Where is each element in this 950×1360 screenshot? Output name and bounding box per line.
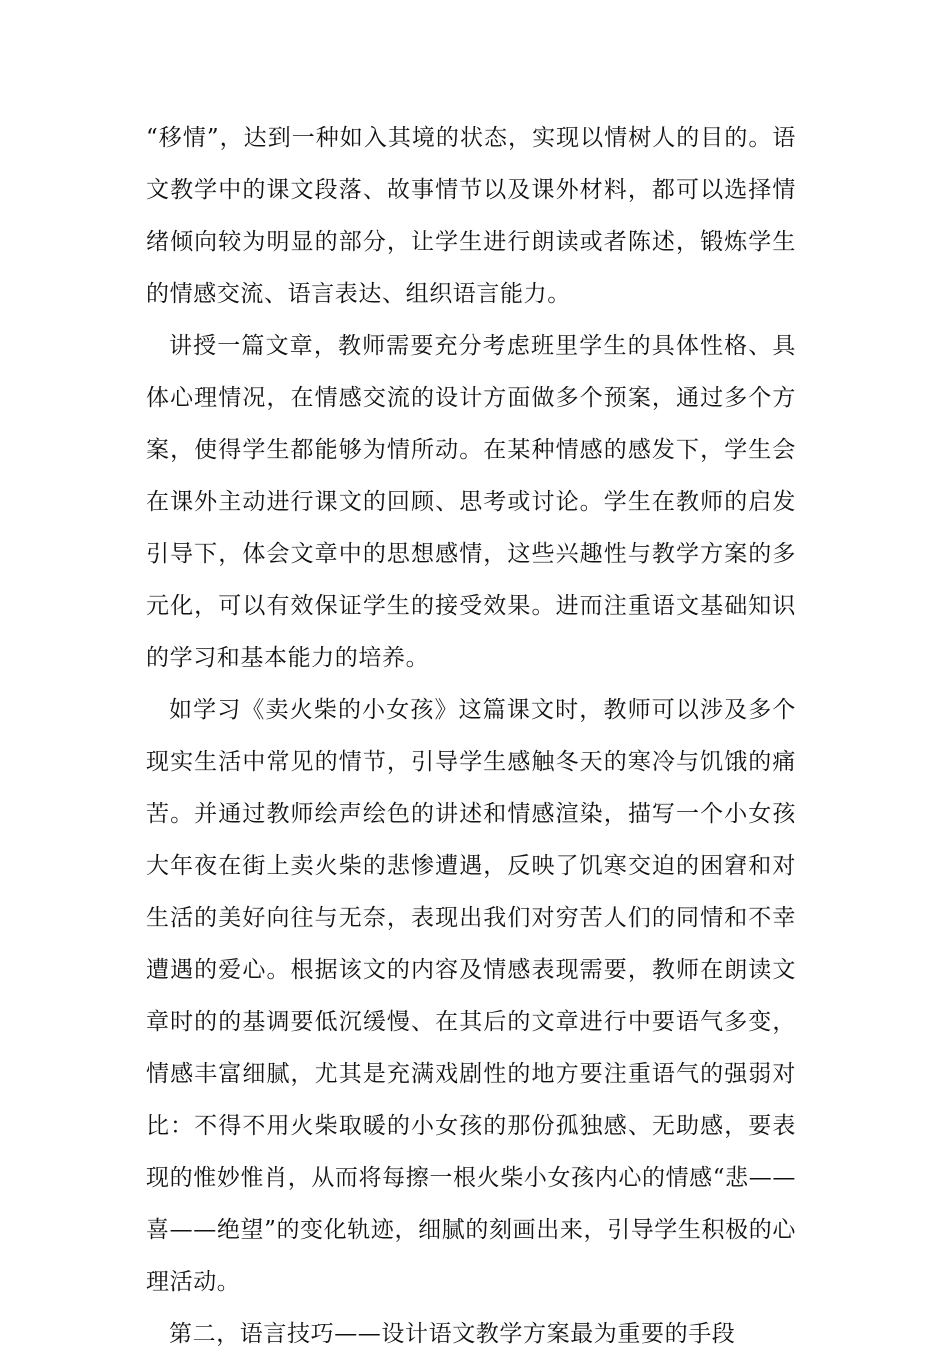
section-heading-2: 第二，语言技巧——设计语文教学方案最为重要的手段 (169, 1321, 736, 1347)
document-body (146, 112, 796, 1360)
paragraph-3: 如学习《卖火柴的小女孩》这篇课文时，教师可以涉及多个现实生活中常见的情节，引导学生感触冬天的寒冷与饥饿的痛苦。并通过教师绘声绘色的讲述和情感渲染，描写一个小女孩大年夜在街上卖火柴的悲惨遭遇，反映了饥寒交迫的困窘和对生活的美好向往与无奈，表现出我们对穷苦人们的同情和不幸遭遇的爱心。根据该文的内容及情感表现需要，教师在朗读文章时的的基调要低沉缓慢、在其后的文章进行中要语气多变，情感丰富细腻，尤其是充满戏剧性的地方要注重语气的强弱对比：不得不用火柴取暖的小女孩的那份孤独感、无助感，要表现的惟妙惟肖，从而将每擦一根火柴小女孩内心的情感“悲——喜——绝望”的变化轨迹，细腻的刻画出来，引导学生积极的心理活动。 (146, 697, 796, 1295)
paragraph-2: 讲授一篇文章，教师需要充分考虑班里学生的具体性格、具体心理情况，在情感交流的设计方面做多个预案，通过多个方案，使得学生都能够为情所动。在某种情感的感发下，学生会在课外主动进行课文的回顾、思考或讨论。学生在教师的启发引导下，体会文章中的思想感情，这些兴趣性与教学方案的多元化，可以有效保证学生的接受效果。进而注重语文基础知识的学习和基本能力的培养。 (146, 333, 796, 671)
paragraph-1: “移情”，达到一种如入其境的状态，实现以情树人的目的。语文教学中的课文段落、故事情节以及课外材料，都可以选择情绪倾向较为明显的部分，让学生进行朗读或者陈述，锻炼学生的情感交流、语言表达、组织语言能力。 (146, 125, 796, 307)
